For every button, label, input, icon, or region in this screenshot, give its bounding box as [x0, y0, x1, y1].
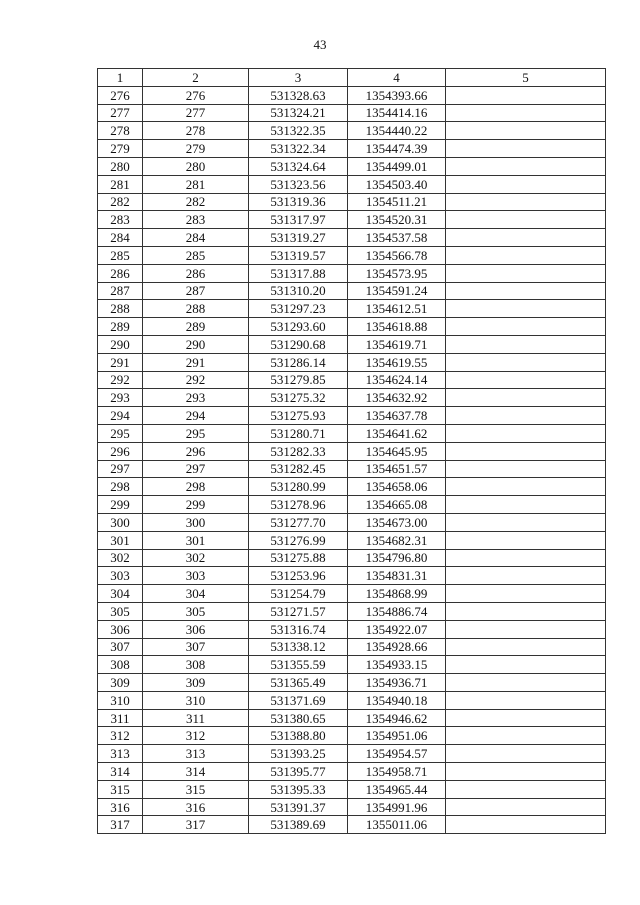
cell-point-id: 313 [143, 745, 249, 763]
cell-note [446, 478, 606, 496]
table-row [98, 460, 606, 478]
cell-coordinate-x: 531276.99 [249, 531, 348, 549]
cell-point-number: 311 [98, 709, 143, 727]
cell-point-number: 310 [98, 691, 143, 709]
cell-point-id: 294 [143, 407, 249, 425]
cell-point-id: 280 [143, 157, 249, 175]
cell-point-number: 293 [98, 389, 143, 407]
cell-point-id: 284 [143, 229, 249, 247]
cell-coordinate-x: 531290.68 [249, 335, 348, 353]
cell-point-id: 306 [143, 620, 249, 638]
cell-point-number: 289 [98, 318, 143, 336]
cell-coordinate-y: 1354673.00 [348, 513, 446, 531]
table-row [98, 567, 606, 585]
table-row [98, 211, 606, 229]
table-row [98, 602, 606, 620]
cell-coordinate-y: 1354499.01 [348, 157, 446, 175]
cell-point-id: 316 [143, 798, 249, 816]
table-row [98, 157, 606, 175]
cell-coordinate-x: 531380.65 [249, 709, 348, 727]
cell-coordinate-y: 1354591.24 [348, 282, 446, 300]
cell-coordinate-x: 531371.69 [249, 691, 348, 709]
cell-coordinate-y: 1354573.95 [348, 264, 446, 282]
table-row [98, 424, 606, 442]
table-row [98, 674, 606, 692]
cell-point-number: 307 [98, 638, 143, 656]
page-number: 43 [313, 37, 327, 52]
cell-note [446, 282, 606, 300]
cell-note [446, 763, 606, 781]
cell-note [446, 567, 606, 585]
cell-point-number: 300 [98, 513, 143, 531]
cell-note [446, 549, 606, 567]
cell-point-id: 302 [143, 549, 249, 567]
cell-coordinate-x: 531277.70 [249, 513, 348, 531]
cell-coordinate-x: 531319.27 [249, 229, 348, 247]
cell-point-id: 298 [143, 478, 249, 496]
cell-point-number: 280 [98, 157, 143, 175]
cell-note [446, 335, 606, 353]
table-row [98, 656, 606, 674]
cell-point-id: 283 [143, 211, 249, 229]
cell-point-number: 287 [98, 282, 143, 300]
cell-note [446, 104, 606, 122]
cell-coordinate-x: 531275.32 [249, 389, 348, 407]
cell-note [446, 602, 606, 620]
cell-coordinate-x: 531310.20 [249, 282, 348, 300]
cell-coordinate-x: 531388.80 [249, 727, 348, 745]
cell-point-number: 279 [98, 140, 143, 158]
cell-point-id: 296 [143, 442, 249, 460]
table-row [98, 335, 606, 353]
cell-coordinate-y: 1354612.51 [348, 300, 446, 318]
cell-coordinate-x: 531280.99 [249, 478, 348, 496]
table-row [98, 353, 606, 371]
cell-coordinate-x: 531271.57 [249, 602, 348, 620]
cell-note [446, 122, 606, 140]
cell-coordinate-y: 1354958.71 [348, 763, 446, 781]
cell-coordinate-x: 531391.37 [249, 798, 348, 816]
table-row [98, 246, 606, 264]
cell-note [446, 229, 606, 247]
cell-coordinate-y: 1354440.22 [348, 122, 446, 140]
cell-coordinate-y: 1354503.40 [348, 175, 446, 193]
table-row [98, 478, 606, 496]
cell-point-id: 310 [143, 691, 249, 709]
cell-point-number: 301 [98, 531, 143, 549]
cell-coordinate-y: 1354922.07 [348, 620, 446, 638]
table-row [98, 371, 606, 389]
cell-coordinate-y: 1354641.62 [348, 424, 446, 442]
cell-coordinate-x: 531286.14 [249, 353, 348, 371]
cell-point-number: 306 [98, 620, 143, 638]
cell-point-number: 284 [98, 229, 143, 247]
cell-coordinate-y: 1354831.31 [348, 567, 446, 585]
table-header-row [98, 69, 606, 87]
cell-note [446, 371, 606, 389]
cell-coordinate-y: 1354651.57 [348, 460, 446, 478]
table-row [98, 620, 606, 638]
cell-coordinate-y: 1354940.18 [348, 691, 446, 709]
cell-point-number: 291 [98, 353, 143, 371]
cell-coordinate-x: 531323.56 [249, 175, 348, 193]
cell-coordinate-x: 531282.33 [249, 442, 348, 460]
table-row [98, 86, 606, 104]
table-row [98, 549, 606, 567]
cell-coordinate-x: 531275.93 [249, 407, 348, 425]
table-row [98, 691, 606, 709]
cell-point-number: 283 [98, 211, 143, 229]
cell-coordinate-x: 531389.69 [249, 816, 348, 834]
cell-point-id: 301 [143, 531, 249, 549]
cell-note [446, 442, 606, 460]
cell-coordinate-y: 1354991.96 [348, 798, 446, 816]
cell-point-number: 308 [98, 656, 143, 674]
table-row [98, 318, 606, 336]
table-row [98, 122, 606, 140]
cell-point-id: 299 [143, 496, 249, 514]
cell-coordinate-y: 1354637.78 [348, 407, 446, 425]
cell-coordinate-x: 531275.88 [249, 549, 348, 567]
table-row [98, 513, 606, 531]
cell-point-id: 277 [143, 104, 249, 122]
cell-coordinate-y: 1354414.16 [348, 104, 446, 122]
cell-coordinate-x: 531328.63 [249, 86, 348, 104]
cell-point-id: 285 [143, 246, 249, 264]
coordinates-table [97, 68, 606, 834]
cell-note [446, 424, 606, 442]
table-row [98, 816, 606, 834]
cell-coordinate-y: 1354665.08 [348, 496, 446, 514]
column-header-5: 5 [446, 69, 606, 87]
cell-coordinate-y: 1354619.71 [348, 335, 446, 353]
cell-point-id: 307 [143, 638, 249, 656]
cell-coordinate-x: 531319.57 [249, 246, 348, 264]
cell-note [446, 709, 606, 727]
cell-note [446, 727, 606, 745]
cell-coordinate-x: 531324.64 [249, 157, 348, 175]
cell-point-id: 315 [143, 780, 249, 798]
cell-coordinate-y: 1354474.39 [348, 140, 446, 158]
cell-note [446, 496, 606, 514]
cell-note [446, 353, 606, 371]
cell-note [446, 460, 606, 478]
cell-note [446, 674, 606, 692]
cell-coordinate-x: 531253.96 [249, 567, 348, 585]
table-row [98, 175, 606, 193]
table-row [98, 531, 606, 549]
cell-point-id: 286 [143, 264, 249, 282]
cell-point-id: 314 [143, 763, 249, 781]
cell-coordinate-y: 1354886.74 [348, 602, 446, 620]
cell-coordinate-x: 531293.60 [249, 318, 348, 336]
cell-point-number: 305 [98, 602, 143, 620]
cell-coordinate-y: 1354954.57 [348, 745, 446, 763]
cell-point-id: 297 [143, 460, 249, 478]
cell-coordinate-y: 1354965.44 [348, 780, 446, 798]
table-row [98, 104, 606, 122]
cell-coordinate-x: 531319.36 [249, 193, 348, 211]
cell-point-number: 285 [98, 246, 143, 264]
cell-coordinate-y: 1354658.06 [348, 478, 446, 496]
cell-coordinate-x: 531280.71 [249, 424, 348, 442]
cell-coordinate-y: 1354868.99 [348, 585, 446, 603]
cell-point-id: 309 [143, 674, 249, 692]
cell-point-number: 299 [98, 496, 143, 514]
cell-point-number: 309 [98, 674, 143, 692]
cell-note [446, 157, 606, 175]
cell-note [446, 816, 606, 834]
cell-point-id: 293 [143, 389, 249, 407]
cell-coordinate-x: 531279.85 [249, 371, 348, 389]
column-header-3: 3 [249, 69, 348, 87]
cell-point-number: 294 [98, 407, 143, 425]
cell-point-id: 312 [143, 727, 249, 745]
cell-note [446, 780, 606, 798]
cell-coordinate-x: 531365.49 [249, 674, 348, 692]
cell-point-number: 314 [98, 763, 143, 781]
cell-coordinate-x: 531316.74 [249, 620, 348, 638]
cell-coordinate-x: 531395.33 [249, 780, 348, 798]
cell-point-number: 295 [98, 424, 143, 442]
cell-coordinate-y: 1355011.06 [348, 816, 446, 834]
cell-coordinate-x: 531324.21 [249, 104, 348, 122]
cell-note [446, 86, 606, 104]
cell-coordinate-x: 531393.25 [249, 745, 348, 763]
cell-coordinate-x: 531355.59 [249, 656, 348, 674]
cell-point-number: 298 [98, 478, 143, 496]
column-header-2: 2 [143, 69, 249, 87]
cell-note [446, 300, 606, 318]
cell-coordinate-y: 1354511.21 [348, 193, 446, 211]
cell-point-id: 295 [143, 424, 249, 442]
cell-point-number: 278 [98, 122, 143, 140]
cell-point-id: 279 [143, 140, 249, 158]
cell-point-id: 276 [143, 86, 249, 104]
cell-point-number: 315 [98, 780, 143, 798]
table-row [98, 442, 606, 460]
cell-coordinate-y: 1354796.80 [348, 549, 446, 567]
table-row [98, 407, 606, 425]
cell-point-number: 282 [98, 193, 143, 211]
cell-point-id: 282 [143, 193, 249, 211]
cell-point-number: 317 [98, 816, 143, 834]
cell-point-number: 313 [98, 745, 143, 763]
cell-coordinate-y: 1354936.71 [348, 674, 446, 692]
cell-point-number: 286 [98, 264, 143, 282]
cell-point-id: 300 [143, 513, 249, 531]
table-row [98, 798, 606, 816]
cell-point-number: 296 [98, 442, 143, 460]
cell-note [446, 513, 606, 531]
cell-note [446, 193, 606, 211]
table-row [98, 727, 606, 745]
cell-coordinate-x: 531395.77 [249, 763, 348, 781]
cell-coordinate-y: 1354951.06 [348, 727, 446, 745]
cell-coordinate-x: 531317.97 [249, 211, 348, 229]
cell-note [446, 211, 606, 229]
table-body [98, 86, 606, 833]
table-row [98, 229, 606, 247]
cell-point-id: 281 [143, 175, 249, 193]
cell-point-number: 297 [98, 460, 143, 478]
table-row [98, 264, 606, 282]
cell-coordinate-y: 1354619.55 [348, 353, 446, 371]
cell-point-id: 278 [143, 122, 249, 140]
table-row [98, 496, 606, 514]
cell-point-id: 292 [143, 371, 249, 389]
cell-point-number: 316 [98, 798, 143, 816]
table-row [98, 300, 606, 318]
cell-coordinate-y: 1354933.15 [348, 656, 446, 674]
cell-point-number: 292 [98, 371, 143, 389]
cell-coordinate-x: 531282.45 [249, 460, 348, 478]
table-row [98, 638, 606, 656]
table-row [98, 585, 606, 603]
table-row [98, 780, 606, 798]
cell-point-id: 287 [143, 282, 249, 300]
cell-point-id: 308 [143, 656, 249, 674]
table-row [98, 763, 606, 781]
cell-note [446, 175, 606, 193]
table-row [98, 709, 606, 727]
cell-coordinate-y: 1354928.66 [348, 638, 446, 656]
cell-point-id: 303 [143, 567, 249, 585]
column-header-1: 1 [98, 69, 143, 87]
cell-coordinate-x: 531322.35 [249, 122, 348, 140]
cell-point-id: 311 [143, 709, 249, 727]
cell-coordinate-x: 531254.79 [249, 585, 348, 603]
cell-note [446, 691, 606, 709]
cell-point-number: 302 [98, 549, 143, 567]
cell-coordinate-y: 1354393.66 [348, 86, 446, 104]
table-row [98, 193, 606, 211]
cell-point-number: 276 [98, 86, 143, 104]
cell-note [446, 638, 606, 656]
cell-coordinate-y: 1354682.31 [348, 531, 446, 549]
cell-point-id: 305 [143, 602, 249, 620]
cell-coordinate-x: 531297.23 [249, 300, 348, 318]
cell-coordinate-x: 531322.34 [249, 140, 348, 158]
cell-point-number: 304 [98, 585, 143, 603]
cell-note [446, 389, 606, 407]
table-row [98, 282, 606, 300]
cell-note [446, 745, 606, 763]
cell-coordinate-y: 1354618.88 [348, 318, 446, 336]
cell-point-id: 289 [143, 318, 249, 336]
cell-note [446, 798, 606, 816]
cell-point-number: 312 [98, 727, 143, 745]
table-row [98, 140, 606, 158]
cell-note [446, 264, 606, 282]
cell-point-id: 291 [143, 353, 249, 371]
cell-point-number: 303 [98, 567, 143, 585]
cell-coordinate-x: 531338.12 [249, 638, 348, 656]
cell-coordinate-x: 531278.96 [249, 496, 348, 514]
cell-coordinate-y: 1354566.78 [348, 246, 446, 264]
cell-coordinate-y: 1354520.31 [348, 211, 446, 229]
table-row [98, 745, 606, 763]
cell-coordinate-y: 1354632.92 [348, 389, 446, 407]
cell-note [446, 407, 606, 425]
cell-note [446, 140, 606, 158]
cell-point-id: 304 [143, 585, 249, 603]
cell-note [446, 246, 606, 264]
cell-point-id: 288 [143, 300, 249, 318]
table-row [98, 389, 606, 407]
column-header-4: 4 [348, 69, 446, 87]
cell-point-number: 281 [98, 175, 143, 193]
cell-note [446, 318, 606, 336]
cell-coordinate-x: 531317.88 [249, 264, 348, 282]
cell-point-id: 317 [143, 816, 249, 834]
cell-note [446, 656, 606, 674]
cell-coordinate-y: 1354537.58 [348, 229, 446, 247]
cell-coordinate-y: 1354645.95 [348, 442, 446, 460]
cell-note [446, 531, 606, 549]
cell-note [446, 620, 606, 638]
cell-point-number: 288 [98, 300, 143, 318]
cell-point-id: 290 [143, 335, 249, 353]
cell-point-number: 277 [98, 104, 143, 122]
cell-point-number: 290 [98, 335, 143, 353]
cell-coordinate-y: 1354946.62 [348, 709, 446, 727]
cell-coordinate-y: 1354624.14 [348, 371, 446, 389]
cell-note [446, 585, 606, 603]
